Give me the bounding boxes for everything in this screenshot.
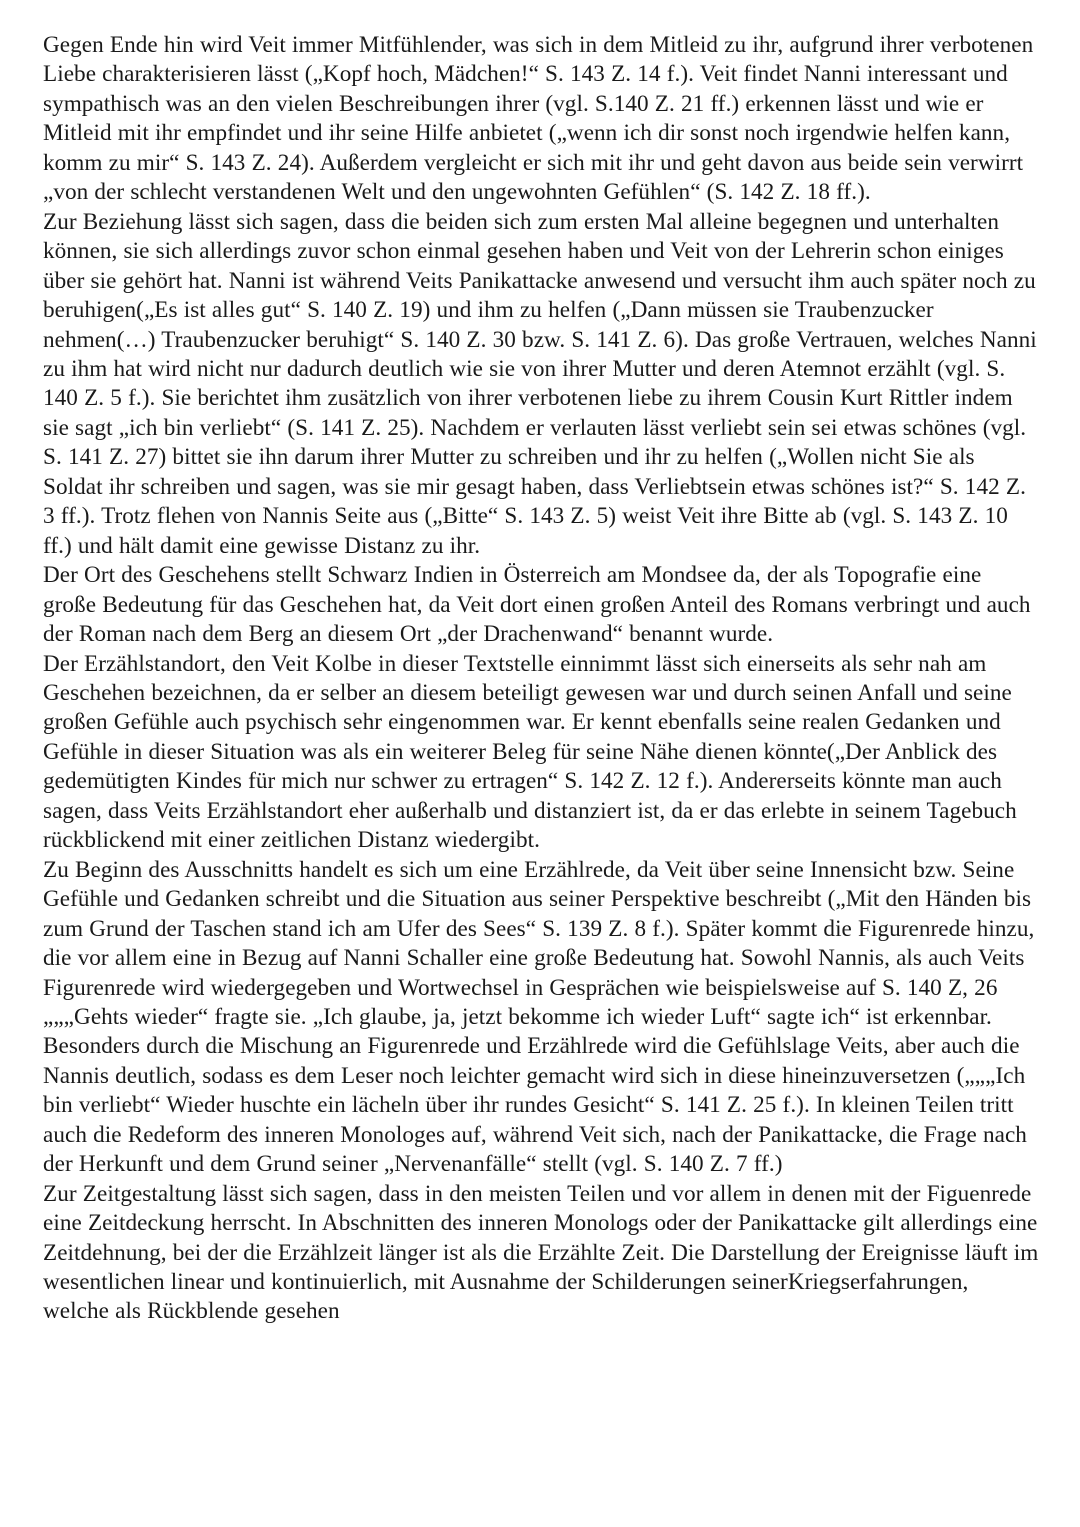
paragraph-narrative-standpoint: Der Erzählstandort, den Veit Kolbe in dieser Textstelle einnimmt lässt sich einerseits als sehr nah am Geschehen bezeichnen, da er selber an diesem beteiligt gewesen war und durch seinen Anfall und seine großen Gefühle auch psychisch sehr eingenommen war. Er kennt ebenfalls seine realen Gedanken und Gefühle in dieser Situation was als ein weiterer Beleg für seine Nähe dienen könnte(„Der Anblick des gedemütigten Kindes für mich nur schwer zu ertragen“ S. 142 Z. 12 f.). Andererseits könnte man auch sagen, dass Veits Erzählstandort eher außerhalb und distanziert ist, da er das erlebte in seinem Tagebuch rückblickend mit einer zeitlichen Distanz wiedergibt. [43, 650, 1017, 854]
paragraph-time-structure: Zur Zeitgestaltung lässt sich sagen, dass in den meisten Teilen und vor allem in denen mit der Figuenrede eine Zeitdeckung herrscht. In Abschnitten des inneren Monologs oder der Panikattacke gilt allerdings eine Zeitdehnung, bei der die Erzählzeit länger ist als die Erzählte Zeit. Die Darstellung der Ereignisse läuft im wesentlichen linear und kontinuierlich, mit Ausnahme der Schilderungen seinerKriegserfahrungen, welche als Rückblende gesehen [43, 1180, 1039, 1325]
paragraph-speech-forms: Zu Beginn des Ausschnitts handelt es sich um eine Erzählrede, da Veit über seine Innensicht bzw. Seine Gefühle und Gedanken schreibt und die Situation aus seiner Perspektive beschreibt („Mit den Händen bis zum Grund der Taschen stand ich am Ufer des Sees“ S. 139 Z. 8 f.). Später kommt die Figurenrede hinzu, die vor allem eine in Bezug auf Nanni Schaller eine große Bedeutung hat. Sowohl Nannis, als auch Veits Figurenrede wird wiedergegeben und Wortwechsel in Gesprächen wie beispielsweise auf S. 140 Z, 26 „„„Gehts wieder“ fragte sie. „Ich glaube, ja, jetzt bekomme ich wieder Luft“ sagte ich“ ist erkennbar. Besonders durch die Mischung an Figurenrede und Erzählrede wird die Gefühlslage Veits, aber auch die Nannis deutlich, sodass es dem Leser noch leichter gemacht wird sich in diese hineinzuversetzen („„„Ich bin verliebt“ Wieder huschte ein lächeln über ihr rundes Gesicht“ S. 141 Z. 25 f.). In kleinen Teilen tritt auch die Redeform des inneren Monologes auf, während Veit sich, nach der Panikattacke, die Frage nach der Herkunft und dem Grund seiner „Nervenanfälle“ stellt (vgl. S. 140 Z. 7 ff.) [43, 856, 1035, 1178]
paragraph-relationship: Zur Beziehung lässt sich sagen, dass die beiden sich zum ersten Mal alleine begegnen und unterhalten können, sie sich allerdings zuvor schon einmal gesehen haben und Veit von der Lehrerin schon einiges über sie gehört hat. Nanni ist während Veits Panikattacke anwesend und versucht ihm auch später noch zu beruhigen(„Es ist alles gut“ S. 140 Z. 19) und ihm zu helfen („Dann müssen sie Traubenzucker nehmen(…) Traubenzucker beruhigt“ S. 140 Z. 30 bzw. S. 141 Z. 6). Das große Vertrauen, welches Nanni zu ihm hat wird nicht nur dadurch deutlich wie sie von ihrer Mutter und deren Atemnot erzählt (vgl. S. 140 Z. 5 f.). Sie berichtet ihm zusätzlich von ihrer verbotenen liebe zu ihrem Cousin Kurt Rittler indem sie sagt „ich bin verliebt“ (S. 141 Z. 25). Nachdem er verlauten lässt verliebt sein sei etwas schönes (vgl. S. 141 Z. 27) bittet sie ihn darum ihrer Mutter zu schreiben und ihr zu helfen („Wollen nicht Sie als Soldat ihr schreiben und sagen, was sie mir gesagt haben, dass Verliebtsein etwas schönes ist?“ S. 142 Z. 3 ff.). Trotz flehen von Nannis Seite aus („Bitte“ S. 143 Z. 5) weist Veit ihre Bitte ab (vgl. S. 143 Z. 10 ff.) und hält damit eine gewisse Distanz zu ihr. [43, 208, 1037, 559]
paragraph-setting: Der Ort des Geschehens stellt Schwarz Indien in Österreich am Mondsee da, der als Topografie eine große Bedeutung für das Geschehen hat, da Veit dort einen großen Anteil des Romans verbringt und auch der Roman nach dem Berg an diesem Ort „der Drachenwand“ benannt wurde. [43, 562, 1031, 648]
paragraph-character-development: Gegen Ende hin wird Veit immer Mitfühlender, was sich in dem Mitleid zu ihr, aufgrund ihrer verbotenen Liebe charakterisieren lässt („Kopf hoch, Mädchen!“ S. 143 Z. 14 f.). Veit findet Nanni interessant und sympathisch was an den vielen Beschreibungen ihrer (vgl. S.140 Z. 21 ff.) erkennen lässt und wie er Mitleid mit ihr empfindet und ihr seine Hilfe anbietet („wenn ich dir sonst noch irgendwie helfen kann, komm zu mir“ S. 143 Z. 24). Außerdem vergleicht er sich mit ihr und geht davon aus beide sein verwirrt „von der schlecht verstandenen Welt und den ungewohnten Gefühlen“ (S. 142 Z. 18 ff.). [43, 32, 1034, 206]
